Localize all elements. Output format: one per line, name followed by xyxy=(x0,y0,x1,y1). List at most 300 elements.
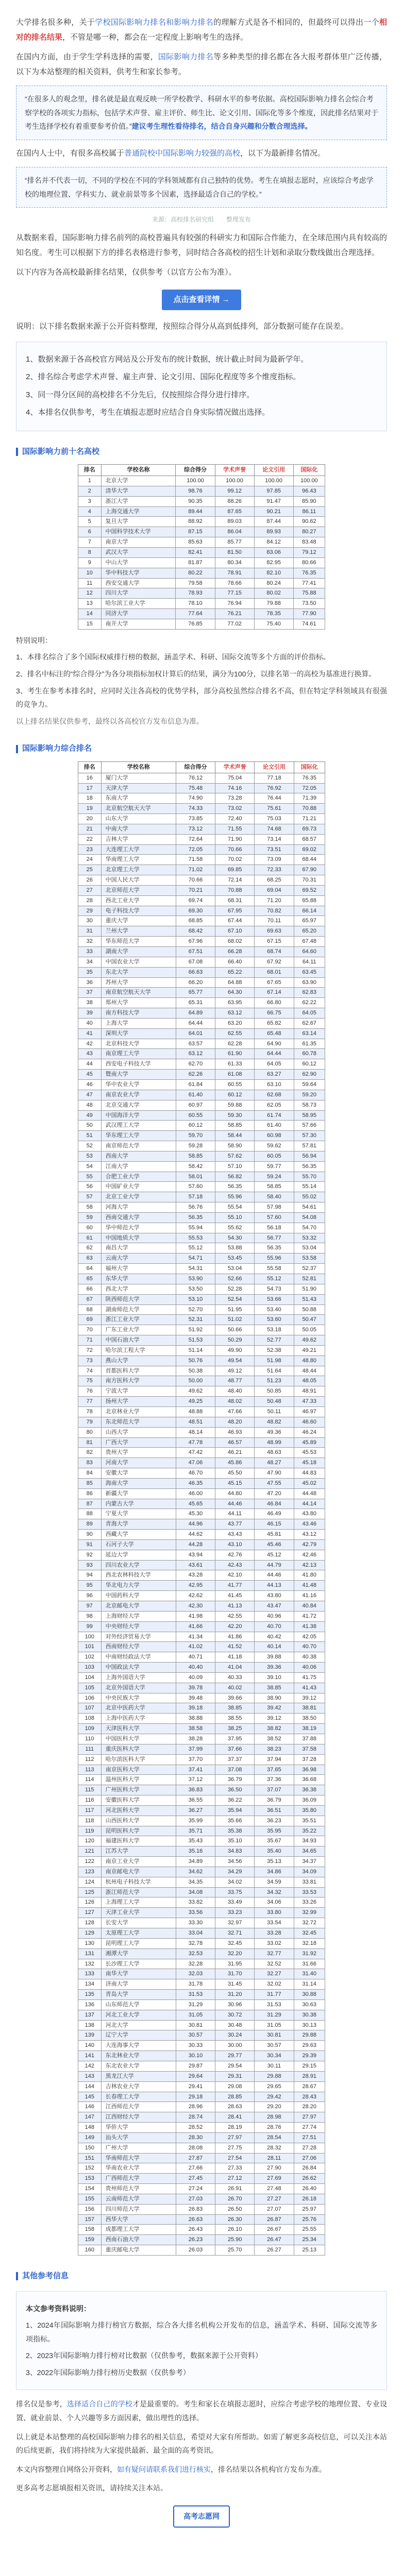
table-cell: 56.94 xyxy=(294,1151,325,1161)
table-cell: 17 xyxy=(78,783,102,793)
table-cell: 31 xyxy=(78,926,102,937)
school-name-cell: 贵州大学 xyxy=(101,1448,176,1458)
school-name-cell: 延边大学 xyxy=(101,1550,176,1560)
table-row xyxy=(78,2041,325,2051)
table-cell: 32.53 xyxy=(176,1948,215,1959)
table-cell: 26.63 xyxy=(176,2214,215,2225)
intro-section xyxy=(16,15,387,431)
table-cell: 51.90 xyxy=(294,1284,325,1294)
contact-link[interactable]: 如有疑问请联系我们进行核实 xyxy=(117,2465,211,2473)
table-cell: 76.12 xyxy=(176,773,215,783)
table-cell: 77 xyxy=(78,1397,102,1407)
table-cell: 70 xyxy=(78,1325,102,1335)
table-row xyxy=(78,1948,325,1959)
table-cell: 28.41 xyxy=(215,2112,255,2123)
table-cell: 87.15 xyxy=(176,527,215,537)
school-link[interactable]: 普通院校中国际影响力较强的高校 xyxy=(124,148,241,158)
table-cell: 64.30 xyxy=(215,988,255,998)
table-row xyxy=(78,1355,325,1366)
table-cell: 63.27 xyxy=(255,1070,294,1080)
table-cell: 33.81 xyxy=(294,1877,325,1887)
table-cell: 82.10 xyxy=(254,568,293,578)
table-row xyxy=(78,2204,325,2214)
table-cell: 124 xyxy=(78,1877,102,1887)
school-name-cell: 中国石油大学 xyxy=(101,1335,176,1346)
table-cell: 38.23 xyxy=(255,1744,294,1754)
school-name-cell: 西北农林科技大学 xyxy=(101,1570,176,1581)
table-cell: 89.44 xyxy=(176,506,215,517)
school-name-cell: 哈尔滨医科大学 xyxy=(101,1754,176,1765)
influence-ranking-link[interactable]: 国际影响力排名 xyxy=(158,53,214,61)
table-cell: 155 xyxy=(78,2194,102,2204)
table-cell: 67.65 xyxy=(255,977,294,988)
table-cell: 83.06 xyxy=(254,548,293,558)
school-name-cell: 西北大学 xyxy=(101,1284,176,1294)
table-cell: 75.61 xyxy=(255,804,294,814)
school-name-cell: 东北农业大学 xyxy=(101,2061,176,2071)
note-item: 4、本排名仅供参考，考生在填报志愿时应结合自身实际情况做出选择。 xyxy=(26,408,270,417)
school-name-cell: 河海大学 xyxy=(101,1202,176,1213)
table-cell: 30.10 xyxy=(176,2051,215,2061)
table-cell: 48 xyxy=(78,1100,102,1110)
table-cell: 87.65 xyxy=(215,506,254,517)
table-cell: 58.90 xyxy=(215,1141,255,1151)
note-item: 3、同一得分区间的高校排名不分先后，仅按照综合得分进行排序。 xyxy=(26,390,255,399)
table-cell: 39.12 xyxy=(294,1693,325,1703)
table-row xyxy=(78,1397,325,1407)
table-cell: 48.80 xyxy=(294,1355,325,1366)
table-cell: 26.40 xyxy=(294,2184,325,2194)
table-cell: 47 xyxy=(78,1090,102,1100)
table-row xyxy=(78,804,325,814)
table-cell: 56.35 xyxy=(255,1243,294,1253)
table-row xyxy=(78,2061,325,2071)
table-cell: 85.90 xyxy=(293,496,325,506)
table-cell: 43 xyxy=(78,1049,102,1059)
table-cell: 42.13 xyxy=(294,1560,325,1570)
table-row xyxy=(78,1121,325,1131)
table-cell: 65.48 xyxy=(255,1028,294,1039)
table-cell: 42.10 xyxy=(215,1570,255,1581)
table-cell: 118 xyxy=(78,1816,102,1826)
table-cell: 55.96 xyxy=(215,1192,255,1202)
table-cell: 78.91 xyxy=(215,568,254,578)
table-cell: 29.41 xyxy=(176,2081,215,2092)
table-row xyxy=(78,1478,325,1488)
table-cell: 32.02 xyxy=(255,1979,294,1990)
table-cell: 67.90 xyxy=(294,865,325,875)
table-cell: 40.40 xyxy=(176,1663,215,1673)
table-cell: 50.11 xyxy=(255,1406,294,1417)
table-cell: 31.14 xyxy=(294,1979,325,1990)
table-cell: 56.82 xyxy=(215,1172,255,1182)
table-row xyxy=(78,793,325,804)
table-row xyxy=(78,2225,325,2235)
table-cell: 59.28 xyxy=(176,1141,215,1151)
table-cell: 63.10 xyxy=(255,1079,294,1090)
school-name-cell: 浙江大学 xyxy=(101,496,176,506)
table-row xyxy=(78,1591,325,1601)
table-cell: 72.14 xyxy=(215,875,255,886)
table-row xyxy=(78,1366,325,1376)
table-cell: 31.05 xyxy=(176,2010,215,2020)
table-row xyxy=(78,1488,325,1499)
school-name-cell: 首都医科大学 xyxy=(101,1366,176,1376)
table-cell: 41.16 xyxy=(294,1591,325,1601)
table-row xyxy=(78,527,325,537)
table-cell: 37.07 xyxy=(255,1785,294,1795)
table-cell: 26.91 xyxy=(215,2184,255,2194)
table-row xyxy=(78,1284,325,1294)
table-cell: 68.02 xyxy=(215,937,255,947)
table-cell: 38.90 xyxy=(255,1693,294,1703)
table-cell: 66.20 xyxy=(176,977,215,988)
table-cell: 40.14 xyxy=(255,1642,294,1652)
table-row xyxy=(78,1765,325,1775)
table-cell: 41.86 xyxy=(215,1632,255,1642)
table-cell: 80.34 xyxy=(215,557,254,568)
table-row xyxy=(78,906,325,916)
table-cell: 51.98 xyxy=(255,1355,294,1366)
table-cell: 62.70 xyxy=(176,1059,215,1070)
table-cell: 80.66 xyxy=(293,557,325,568)
table-cell: 69.30 xyxy=(176,906,215,916)
table-cell: 84 xyxy=(78,1468,102,1479)
table-cell: 75.04 xyxy=(215,773,255,783)
table-cell: 41.45 xyxy=(215,1591,255,1601)
table-cell: 31.53 xyxy=(255,1999,294,2010)
school-name-cell: 南京农业大学 xyxy=(101,1090,176,1100)
table-cell: 35.40 xyxy=(255,1846,294,1857)
table-row xyxy=(78,1632,325,1642)
table-cell: 76.94 xyxy=(215,599,254,609)
table-cell: 56.76 xyxy=(176,1202,215,1213)
table-cell: 73.51 xyxy=(255,844,294,855)
table-row xyxy=(78,548,325,558)
table-cell: 52.37 xyxy=(294,1264,325,1274)
school-name-cell: 深圳大学 xyxy=(101,1028,176,1039)
choose-school-link[interactable]: 选择适合自己的学校 xyxy=(66,2400,132,2409)
intro-paragraph-5: 以下内容为各高校最新排名结果，仅供参考（以官方公布为准）。 xyxy=(16,268,237,277)
table-cell: 26 xyxy=(78,875,102,886)
table-cell: 72 xyxy=(78,1345,102,1355)
table-cell: 50.47 xyxy=(294,1315,325,1325)
table-row xyxy=(78,875,325,886)
table-row xyxy=(78,885,325,895)
table-row xyxy=(78,568,325,578)
table-row xyxy=(78,1744,325,1754)
table-cell: 41.34 xyxy=(176,1632,215,1642)
table-cell: 40.33 xyxy=(215,1672,255,1683)
table-row xyxy=(78,834,325,844)
school-name-cell: 山东师范大学 xyxy=(101,1999,176,2010)
table-cell: 60.12 xyxy=(215,1090,255,1100)
school-name-cell: 杭州电子科技大学 xyxy=(101,1877,176,1887)
table-row xyxy=(78,1151,325,1161)
table-cell: 36.55 xyxy=(176,1795,215,1806)
table-row xyxy=(78,855,325,865)
table-row xyxy=(78,1110,325,1121)
table-cell: 48.88 xyxy=(176,1406,215,1417)
table-cell: 42.62 xyxy=(176,1591,215,1601)
school-name-cell: 中国政法大学 xyxy=(101,1663,176,1673)
table-cell: 140 xyxy=(78,2041,102,2051)
table-cell: 39.36 xyxy=(255,1663,294,1673)
table-row xyxy=(78,1417,325,1427)
final-paragraph-4: 更多高考志愿填报相关资讯，请持续关注本站。 xyxy=(16,2484,167,2493)
table-row xyxy=(78,1703,325,1714)
table-cell: 48.91 xyxy=(294,1386,325,1397)
table-cell: 37.37 xyxy=(215,1754,255,1765)
school-name-cell: 江苏大学 xyxy=(101,1846,176,1857)
table-cell: 35.10 xyxy=(215,1836,255,1846)
table-cell: 16 xyxy=(78,773,102,783)
table-cell: 83.48 xyxy=(293,537,325,548)
table-cell: 116 xyxy=(78,1795,102,1806)
table-cell: 37.58 xyxy=(294,1744,325,1754)
table-cell: 55.14 xyxy=(294,1182,325,1192)
table-cell: 72.64 xyxy=(176,834,215,844)
table-cell: 53.32 xyxy=(294,1233,325,1243)
table-cell: 144 xyxy=(78,2081,102,2092)
table-cell: 40.09 xyxy=(176,1672,215,1683)
table-cell: 26.84 xyxy=(294,2163,325,2174)
table-cell: 62 xyxy=(78,1243,102,1253)
table-row xyxy=(78,1274,325,1284)
site-logo[interactable]: 高考志愿网 xyxy=(173,2505,230,2528)
table-cell: 52.38 xyxy=(255,1345,294,1355)
table-cell: 41.43 xyxy=(294,1683,325,1693)
table-row xyxy=(78,557,325,568)
table-cell: 54.71 xyxy=(176,1253,215,1264)
school-name-cell: 华中农业大学 xyxy=(101,1079,176,1090)
ranking-table-2 xyxy=(78,761,325,2256)
school-name-cell: 福州大学 xyxy=(101,1264,176,1274)
table-cell: 37 xyxy=(78,988,102,998)
table-row xyxy=(78,1714,325,1724)
table-cell: 46.60 xyxy=(294,1417,325,1427)
table-cell: 69.74 xyxy=(176,895,215,906)
table-cell: 68.57 xyxy=(294,834,325,844)
table-row xyxy=(78,895,325,906)
table-row xyxy=(78,1243,325,1253)
school-name-cell: 陕西师范大学 xyxy=(101,1294,176,1304)
table-cell: 86.04 xyxy=(215,527,254,537)
column-header: 学校名称 xyxy=(101,465,176,476)
table-cell: 35.16 xyxy=(176,1846,215,1857)
table-cell: 30.00 xyxy=(215,2041,255,2051)
table-cell: 69.04 xyxy=(255,885,294,895)
table-cell: 29.18 xyxy=(176,2092,215,2102)
table-cell: 33.49 xyxy=(215,1897,255,1908)
table-row xyxy=(78,1570,325,1581)
table-cell: 40.06 xyxy=(294,1663,325,1673)
table-cell: 29 xyxy=(78,906,102,916)
school-name-cell: 石河子大学 xyxy=(101,1539,176,1550)
table-cell: 45.15 xyxy=(215,1478,255,1488)
table-row xyxy=(78,1775,325,1785)
reference-item: 3、2022年国际影响力排行榜历史数据（仅供参考） xyxy=(26,2368,190,2377)
table-row xyxy=(78,2051,325,2061)
table-cell: 128 xyxy=(78,1918,102,1928)
school-name-cell: 武汉理工大学 xyxy=(101,1121,176,1131)
table-cell: 74 xyxy=(78,1366,102,1376)
table-cell: 52.28 xyxy=(215,1284,255,1294)
table-cell: 29.08 xyxy=(215,2081,255,2092)
text: 在国内方面，由于学生学科选择的需要， xyxy=(16,53,158,61)
table-cell: 133 xyxy=(78,1969,102,1979)
school-name-cell: 昆明理工大学 xyxy=(101,1938,176,1948)
table-cell: 44.79 xyxy=(255,1560,294,1570)
table-cell: 57.62 xyxy=(215,1151,255,1161)
table-cell: 29.88 xyxy=(294,2030,325,2041)
table-cell: 55.96 xyxy=(255,1253,294,1264)
table-cell: 32.52 xyxy=(255,1959,294,1969)
table-cell: 91 xyxy=(78,1539,102,1550)
table-cell: 39.18 xyxy=(176,1703,215,1714)
text: 在国内人士中，有很多高校属于 xyxy=(16,148,125,158)
table-row xyxy=(78,1294,325,1304)
table-cell: 53.04 xyxy=(215,1264,255,1274)
table-cell: 38.85 xyxy=(215,1703,255,1714)
table-cell: 26.87 xyxy=(255,2214,294,2225)
table-cell: 30.88 xyxy=(294,1990,325,2000)
school-name-cell: 哈尔滨工程大学 xyxy=(101,1345,176,1355)
table-cell: 94 xyxy=(78,1570,102,1581)
table-cell: 33.54 xyxy=(255,1918,294,1928)
table-cell: 36.09 xyxy=(294,1795,325,1806)
table-row xyxy=(78,2235,325,2245)
table-cell: 95 xyxy=(78,1581,102,1591)
table-cell: 53.88 xyxy=(215,1243,255,1253)
title-bar-decoration xyxy=(16,745,18,753)
table-row xyxy=(78,824,325,834)
table-cell: 55.54 xyxy=(215,1202,255,1213)
table-cell: 62.90 xyxy=(294,1070,325,1080)
table-cell: 58.95 xyxy=(294,1110,325,1121)
table-row xyxy=(78,1008,325,1019)
table-cell: 34.29 xyxy=(215,1867,255,1877)
table-cell: 46 xyxy=(78,1079,102,1090)
table-cell: 26.70 xyxy=(215,2194,255,2204)
table-cell: 39.12 xyxy=(255,1714,294,1724)
table-cell: 50.85 xyxy=(255,1386,294,1397)
table-cell: 33.28 xyxy=(255,1928,294,1939)
reference-item: 2、2023年国际影响力排行榜对比数据（仅供参考，数据来源于公开资料） xyxy=(26,2351,262,2360)
table-cell: 27.28 xyxy=(294,2143,325,2153)
table-cell: 50.05 xyxy=(294,1325,325,1335)
table-row xyxy=(78,2143,325,2153)
table-cell: 138 xyxy=(78,2020,102,2030)
table-cell: 56 xyxy=(78,1182,102,1192)
table-cell: 27.45 xyxy=(176,2174,215,2184)
table-row xyxy=(78,2132,325,2143)
table-cell: 38.52 xyxy=(255,1734,294,1744)
table-cell: 41.02 xyxy=(176,1642,215,1652)
notes-title: 特别说明： xyxy=(16,636,52,645)
school-name-cell: 北京邮电大学 xyxy=(101,1601,176,1612)
table-cell: 66.28 xyxy=(215,947,255,957)
table-row xyxy=(78,2102,325,2112)
table-row xyxy=(78,1192,325,1202)
school-name-cell: 青岛大学 xyxy=(101,1990,176,2000)
table-cell: 37.36 xyxy=(255,1775,294,1785)
table-row xyxy=(78,2112,325,2123)
table-cell: 36.83 xyxy=(176,1785,215,1795)
school-name-cell: 汕头大学 xyxy=(101,2132,176,2143)
table-cell: 47.90 xyxy=(255,1468,294,1479)
table-row xyxy=(78,1325,325,1335)
school-name-cell: 中山大学 xyxy=(101,557,176,568)
table-cell: 69.63 xyxy=(255,926,294,937)
text: ，排名结果以各机构官方发布为准。 xyxy=(211,2465,326,2473)
table-row xyxy=(78,1652,325,1663)
table-cell: 143 xyxy=(78,2071,102,2081)
table-cell: 64.11 xyxy=(294,957,325,967)
table-cell: 47.55 xyxy=(255,1478,294,1488)
view-details-button[interactable]: 点击查看详情 → xyxy=(162,290,241,311)
school-name-cell: 南昌大学 xyxy=(101,1243,176,1253)
table-cell: 61.08 xyxy=(215,1070,255,1080)
highlight-text: 相对的排名结果 xyxy=(16,18,387,42)
table-cell: 88.26 xyxy=(215,496,254,506)
table-cell: 3 xyxy=(78,496,102,506)
table-cell: 108 xyxy=(78,1714,102,1724)
title-bar-decoration xyxy=(16,448,18,456)
table-cell: 58.44 xyxy=(215,1131,255,1141)
table-cell: 53.90 xyxy=(176,1274,215,1284)
table-cell: 68.44 xyxy=(294,855,325,865)
table-cell: 41.77 xyxy=(215,1581,255,1591)
school-name-cell: 海南大学 xyxy=(101,1478,176,1488)
table-row xyxy=(78,2030,325,2041)
table-cell: 98.76 xyxy=(176,486,215,496)
table-cell: 60.78 xyxy=(294,1049,325,1059)
table-cell: 65 xyxy=(78,1274,102,1284)
table-cell: 147 xyxy=(78,2112,102,2123)
table-cell: 42.43 xyxy=(215,1560,255,1570)
table-cell: 66 xyxy=(78,1284,102,1294)
table-cell: 76.85 xyxy=(176,619,215,629)
table-row xyxy=(78,1437,325,1448)
table-cell: 45.02 xyxy=(294,1478,325,1488)
table-row xyxy=(78,926,325,937)
note-item: 2、排名综合考虑学术声誉、雇主声誉、论文引用、国际化程度等多个维度指标。 xyxy=(26,372,301,382)
table-cell: 27.97 xyxy=(215,2132,255,2143)
table-cell: 135 xyxy=(78,1990,102,2000)
table-body xyxy=(78,476,325,630)
table-row xyxy=(78,773,325,783)
table-cell: 105 xyxy=(78,1683,102,1693)
table-cell: 77.41 xyxy=(293,578,325,588)
table-cell: 63.12 xyxy=(176,1049,215,1059)
reference-item: 1、2024年国际影响力排行榜官方数据，综合各大排名机构公开发布的信息，涵盖学术、科研、国际交流等多项指标。 xyxy=(26,2321,377,2343)
table-row xyxy=(78,1897,325,1908)
table-row xyxy=(78,1458,325,1468)
table-row xyxy=(78,1141,325,1151)
table-cell: 92 xyxy=(78,1550,102,1560)
table-cell: 76.35 xyxy=(293,568,325,578)
school-name-cell: 广西大学 xyxy=(101,1437,176,1448)
table-cell: 33.02 xyxy=(255,1938,294,1948)
ranking-link[interactable]: 学校国际影响力排名和影响力排名 xyxy=(95,18,214,27)
table-cell: 44.11 xyxy=(215,1509,255,1519)
table-cell: 57.30 xyxy=(294,1131,325,1141)
table-cell: 71.21 xyxy=(294,814,325,824)
quote-emphasis: 建议考生理性看待排名，结合自身兴趣和分数合理选择。 xyxy=(131,122,312,131)
table-cell: 89.03 xyxy=(215,517,254,527)
table-cell: 27.87 xyxy=(176,2153,215,2163)
